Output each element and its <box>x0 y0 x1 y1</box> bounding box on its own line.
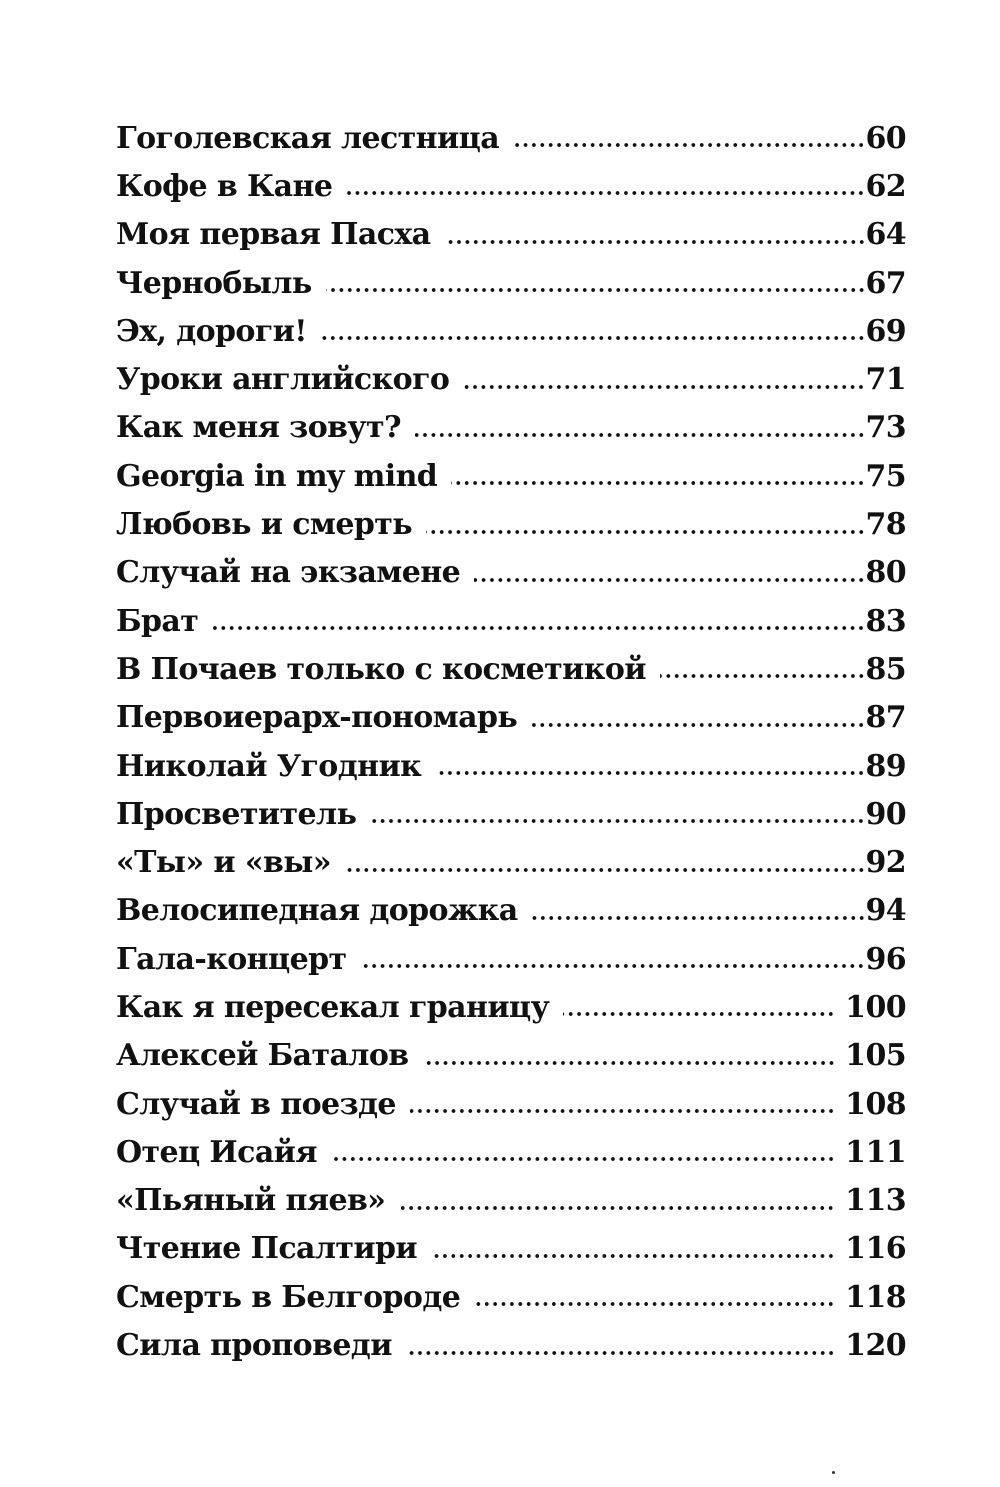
toc-entry-title: Чернобыль <box>116 265 312 301</box>
toc-entry-page: 78 <box>865 507 906 543</box>
toc-entry-page: 92 <box>865 845 906 881</box>
toc-entry-page: 69 <box>865 313 906 349</box>
toc-entry-page: 60 <box>865 120 906 156</box>
toc-entry-page: 116 <box>845 1231 906 1267</box>
toc-entry <box>116 355 906 403</box>
toc-entry <box>116 307 906 355</box>
toc-entry-title: Кофе в Кане <box>116 168 333 204</box>
toc-entry-page: 120 <box>845 1328 906 1364</box>
dot-leader <box>426 529 865 535</box>
dot-leader <box>474 577 865 583</box>
toc-entry <box>116 597 906 645</box>
toc-entry <box>116 935 906 983</box>
toc-entry-page: 64 <box>865 217 906 253</box>
toc-entry <box>116 742 906 790</box>
toc-entry-title: Алексей Баталов <box>116 1038 409 1074</box>
toc-entry-title: «Ты» и «вы» <box>116 845 331 881</box>
print-speck <box>832 1471 835 1474</box>
toc-entry <box>116 211 906 259</box>
toc-entry-title: Первоиерарх-пономарь <box>116 700 518 736</box>
toc-entry-title: Моя первая Пасха <box>116 217 431 253</box>
dot-leader <box>463 384 865 390</box>
toc-entry-title: Любовь и смерть <box>116 507 412 543</box>
toc-entry <box>116 694 906 742</box>
toc-entry-title: Николай Угодник <box>116 748 422 784</box>
dot-leader <box>370 818 865 824</box>
toc-entry-page: 90 <box>865 796 906 832</box>
dot-leader <box>531 722 865 728</box>
toc-entry-page: 94 <box>865 893 906 929</box>
toc-entry-page: 108 <box>845 1086 906 1122</box>
dot-leader <box>326 287 866 293</box>
toc-entry <box>116 549 906 597</box>
dot-leader <box>660 673 866 679</box>
toc-entry-title: Чтение Псалтири <box>116 1231 418 1267</box>
toc-entry-title: Сила проповеди <box>116 1328 392 1364</box>
toc-entry-page: 67 <box>865 265 906 301</box>
dot-leader <box>410 1108 835 1114</box>
dot-leader <box>331 1156 835 1162</box>
dot-leader <box>445 239 866 245</box>
toc-entry <box>116 1032 906 1080</box>
toc-entry-page: 118 <box>845 1279 906 1315</box>
toc-entry-title: «Пьяный пяев» <box>116 1183 386 1219</box>
toc-entry-page: 100 <box>845 989 906 1025</box>
dot-leader <box>399 1205 835 1211</box>
dot-leader <box>406 1350 835 1356</box>
toc-entry <box>116 645 906 693</box>
toc-entry <box>116 404 906 452</box>
toc-entry-title: Уроки английского <box>116 362 450 398</box>
toc-entry-page: 89 <box>865 748 906 784</box>
toc-entry-page: 83 <box>865 603 906 639</box>
table-of-contents <box>116 114 906 1370</box>
dot-leader <box>212 625 865 631</box>
dot-leader <box>563 1011 835 1017</box>
toc-entry-title: Просветитель <box>116 796 357 832</box>
dot-leader <box>415 432 866 438</box>
dot-leader <box>532 915 866 921</box>
toc-entry-title: Гала-концерт <box>116 941 347 977</box>
dot-leader <box>435 770 865 776</box>
toc-entry-title: Эх, дороги! <box>116 313 307 349</box>
toc-entry <box>116 1225 906 1273</box>
toc-entry-title: Случай на экзамене <box>116 555 461 591</box>
toc-entry-page: 71 <box>865 362 906 398</box>
toc-entry-page: 85 <box>865 651 906 687</box>
toc-entry-page: 62 <box>865 168 906 204</box>
toc-entry <box>116 452 906 500</box>
toc-entry-page: 105 <box>845 1038 906 1074</box>
dot-leader <box>345 867 866 873</box>
toc-entry <box>116 1080 906 1128</box>
dot-leader <box>474 1301 835 1307</box>
toc-entry-title: В Почаев только с косметикой <box>116 651 646 687</box>
toc-entry <box>116 838 906 886</box>
toc-entry-page: 87 <box>865 700 906 736</box>
toc-entry-title: Велосипедная дорожка <box>116 893 518 929</box>
dot-leader <box>431 1253 835 1259</box>
toc-entry-title: Гоголевская лестница <box>116 120 500 156</box>
dot-leader <box>360 963 865 969</box>
toc-entry-title: Отец Исайя <box>116 1134 317 1170</box>
toc-entry-page: 80 <box>865 555 906 591</box>
toc-entry-title: Как меня зовут? <box>116 410 401 446</box>
toc-entry-page: 113 <box>845 1183 906 1219</box>
toc-entry <box>116 887 906 935</box>
toc-entry <box>116 259 906 307</box>
toc-entry-title: Случай в поезде <box>116 1086 396 1122</box>
dot-leader <box>513 142 865 148</box>
toc-entry-title: Брат <box>116 603 199 639</box>
dot-leader <box>451 480 865 486</box>
toc-entry-page: 96 <box>865 941 906 977</box>
toc-entry <box>116 114 906 162</box>
toc-entry <box>116 162 906 210</box>
toc-entry-title: Смерть в Белгороде <box>116 1279 461 1315</box>
dot-leader <box>423 1060 836 1066</box>
toc-entry-page: 111 <box>845 1134 906 1170</box>
toc-entry <box>116 790 906 838</box>
toc-entry <box>116 1177 906 1225</box>
toc-entry-page: 75 <box>865 458 906 494</box>
dot-leader <box>321 335 866 341</box>
toc-entry-title: Georgia in my mind <box>116 458 438 494</box>
toc-entry <box>116 983 906 1031</box>
toc-entry <box>116 1321 906 1369</box>
toc-entry <box>116 1128 906 1176</box>
toc-entry-page: 73 <box>865 410 906 446</box>
dot-leader <box>346 190 865 196</box>
toc-entry <box>116 500 906 548</box>
toc-entry <box>116 1273 906 1321</box>
toc-entry-title: Как я пересекал границу <box>116 989 550 1025</box>
